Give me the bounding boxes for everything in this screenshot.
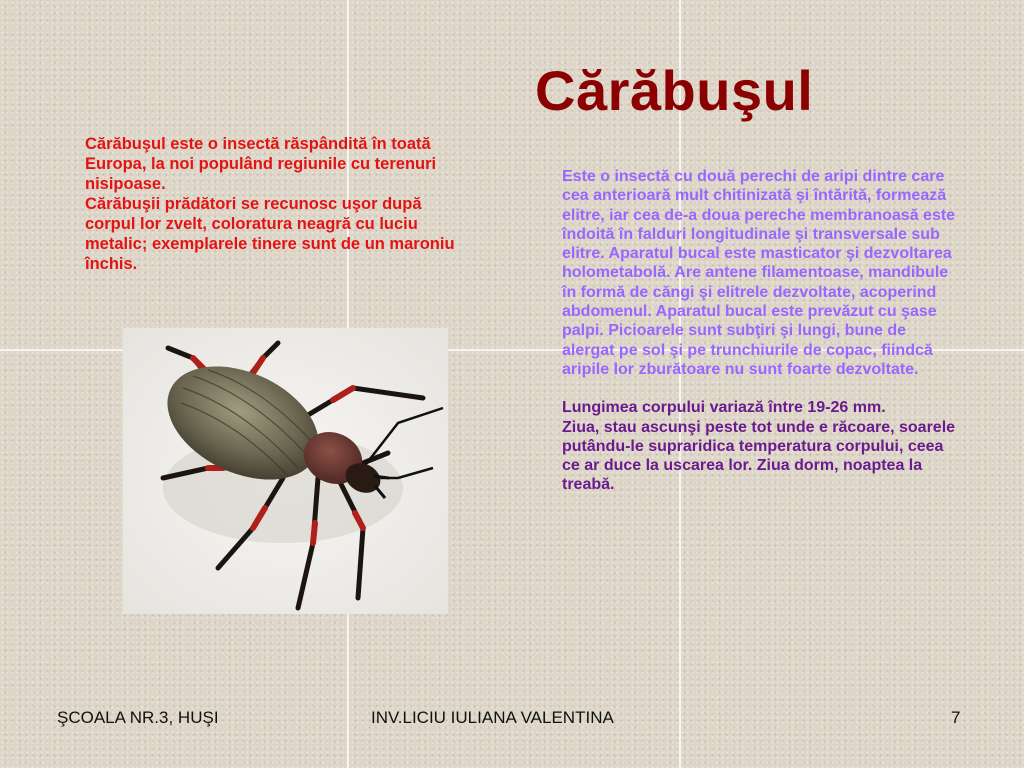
- intro-text-block: [85, 134, 465, 274]
- habits-paragraph: Ziua, stau ascunşi peste tot unde e răcoare, soarele putându-le supraridica temperatura corpului, ceea ce ar duce la uscarea lor. Ziua dorm, noaptea la treabă.: [562, 418, 956, 494]
- body-length-paragraph: Lungimea corpului variază între 19-26 mm.: [562, 399, 886, 417]
- description-paragraph: Este o insectă cu două perechi de aripi dintre care cea anterioară mult chitinizată şi întărită, formează elitre, iar cea de-a doua pereche membranoasă este îndoită în falduri longitudinale şi transversale sub elitre. Aparatul bucal este masticator şi dezvoltarea holometabolă. Are antene filamentoase, mandibule în formă de căngi şi elitrele dezvoltate, acoperind abdomenul. Aparatul bucal este prevăzut cu şase palpi. Picioarele sunt subţiri şi lungi, bune de alergat pe sol şi pe trunchiurile de copac, fiindcă aripile lor zburătoare nu sunt foarte dezvoltate.: [562, 168, 956, 378]
- intro-paragraph: Cărăbuşii prădători se recunosc uşor după corpul lor zvelt, coloratura neagră cu luciu metalic; exemplarele tinere sunt de un maroniu închis.: [85, 195, 455, 273]
- details-text-block: [562, 167, 960, 495]
- beetle-photo: [123, 328, 448, 614]
- page-number: 7: [951, 708, 961, 727]
- footer-author: INV.LICIU IULIANA VALENTINA: [371, 708, 614, 727]
- slide-title: Cărăbuşul: [535, 59, 814, 122]
- intro-paragraph: Cărăbuşul este o insectă răspândită în toată Europa, la noi populând regiunile cu terenuri nisipoase.: [85, 135, 437, 193]
- footer-school: ŞCOALA NR.3, HUŞI: [57, 708, 219, 727]
